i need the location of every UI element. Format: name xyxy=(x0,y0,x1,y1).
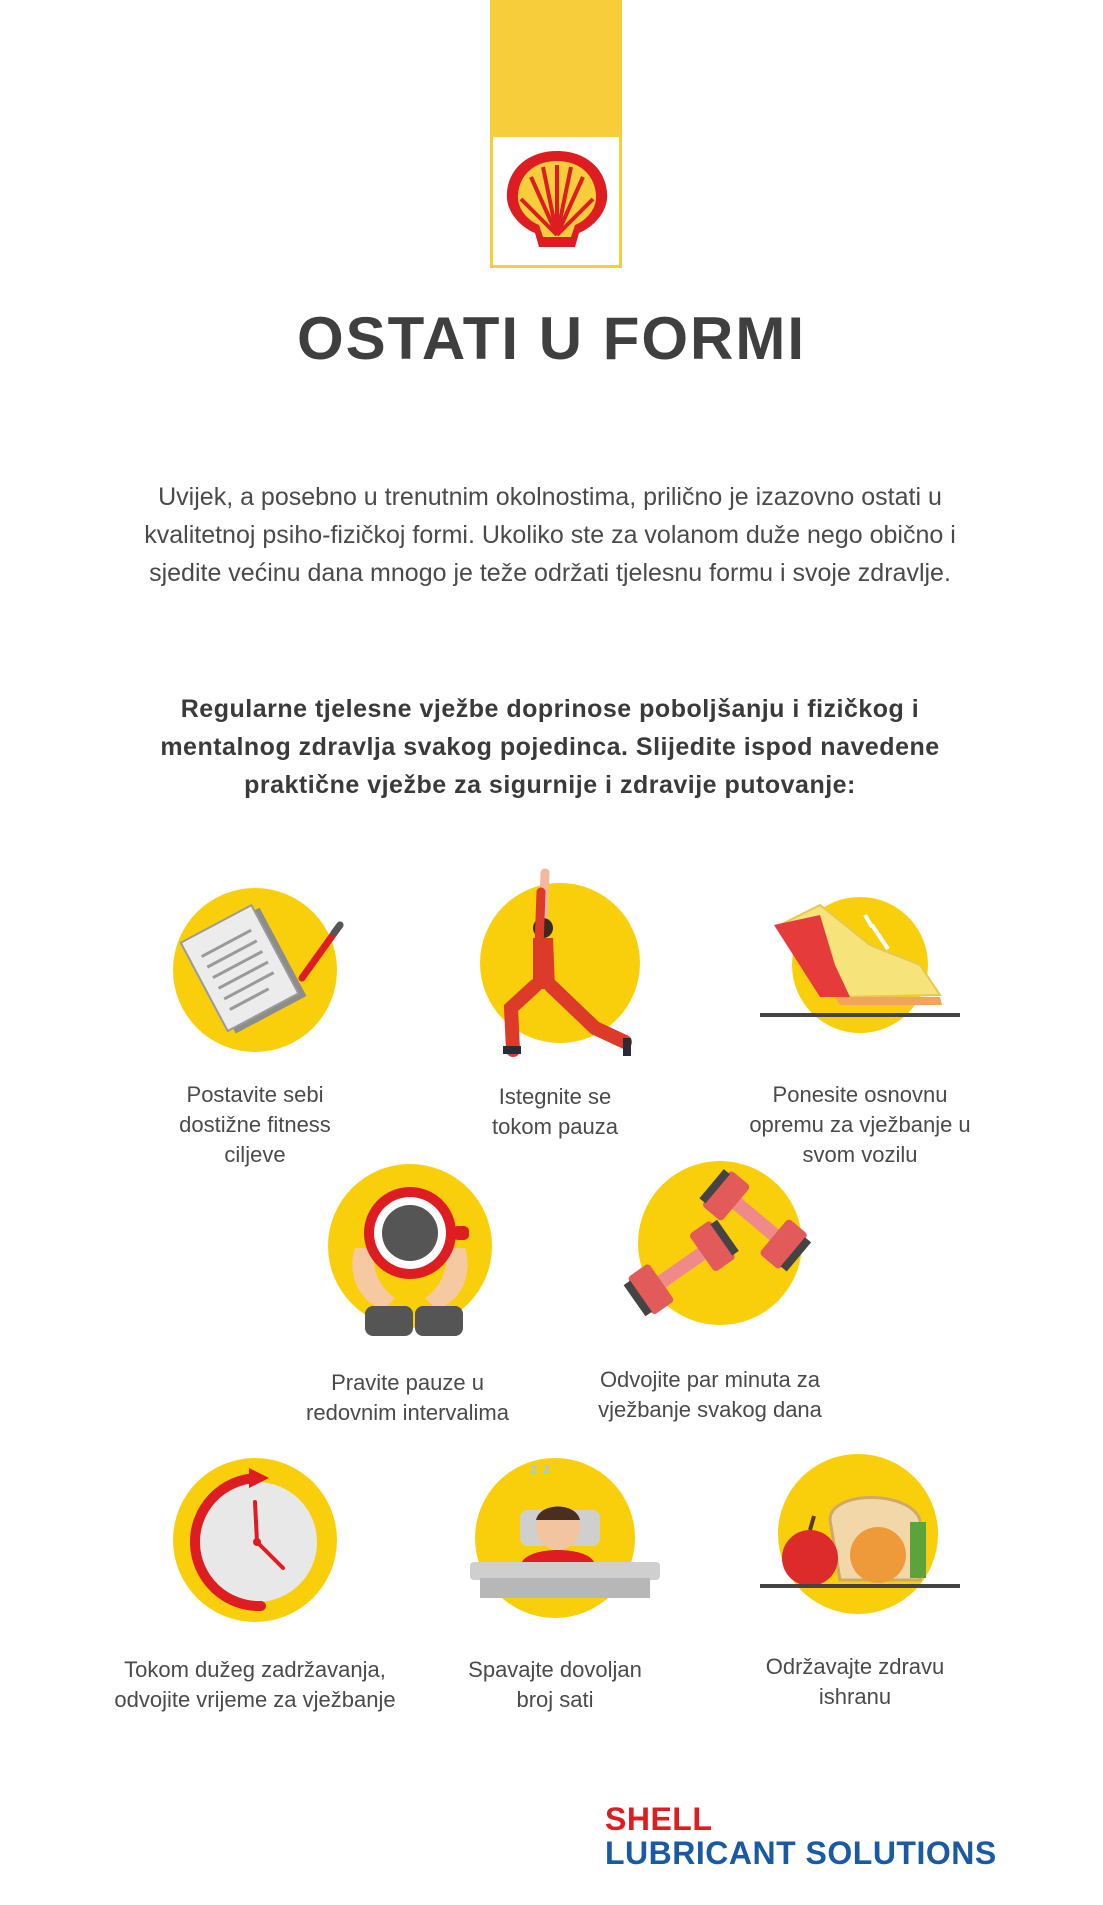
dumbbells-icon xyxy=(620,1155,820,1340)
sleeping-person-icon xyxy=(460,1450,660,1630)
stretching-person-icon xyxy=(475,868,655,1068)
tip-stretch xyxy=(475,868,655,1068)
checklist-icon xyxy=(170,880,360,1060)
svg-text:z z: z z xyxy=(530,1461,551,1478)
footer-brand xyxy=(605,1802,997,1870)
tip-breaks xyxy=(325,1158,500,1343)
tip-food xyxy=(760,1450,960,1620)
shell-pecten-logo xyxy=(501,147,613,255)
logo-box xyxy=(490,134,622,268)
tip-caption: Pravite pauze u redovnim intervalima xyxy=(306,1370,509,1425)
tip-caption: Održavajte zdravu ishranu xyxy=(765,1654,945,1709)
highlight-paragraph: Regularne tjelesne vježbe doprinose poboljšanju i fizičkog i mentalnog zdravlja svakog pojedinca. Slijedite ispod navedene praktične vježbe za sigurnije i zdravije putovanje: xyxy=(160,695,940,799)
tip-caption: Spavajte dovoljan broj sati xyxy=(468,1657,642,1712)
intro-paragraph: Uvijek, a posebno u trenutnim okolnostima, prilično je izazovno ostati u kvalitetnoj psiho-fizičkoj formi. Ukoliko ste za volanom duže nego obično i sjedite većinu dana mnogo je teže održati tjelesnu formu i svoje zdravlje. xyxy=(144,483,956,587)
tip-caption: Ponesite osnovnu opremu za vježbanje u svom vozilu xyxy=(749,1082,971,1167)
tip-equipment xyxy=(760,885,960,1035)
tip-caption: Istegnite se tokom pauza xyxy=(492,1084,618,1139)
tip-caption: Postavite sebi dostižne fitness ciljeve xyxy=(179,1082,331,1167)
brand-shell-text: SHELL xyxy=(605,1801,713,1837)
tip-daily xyxy=(620,1155,820,1340)
coffee-cup-icon xyxy=(325,1158,500,1343)
sneaker-icon xyxy=(760,885,960,1035)
clock-icon xyxy=(165,1450,345,1630)
tip-delay xyxy=(165,1450,345,1630)
page-title: OSTATI U FORMI xyxy=(296,305,807,372)
tip-caption: Tokom dužeg zadržavanja, odvojite vrijeme za vježbanje xyxy=(114,1657,396,1712)
tip-sleep xyxy=(460,1450,660,1630)
tip-goals xyxy=(170,880,360,1060)
brand-lubricant-solutions-text: LUBRICANT SOLUTIONS xyxy=(605,1835,997,1871)
healthy-food-icon xyxy=(760,1450,960,1620)
tip-caption: Odvojite par minuta za vježbanje svakog dana xyxy=(598,1367,822,1422)
